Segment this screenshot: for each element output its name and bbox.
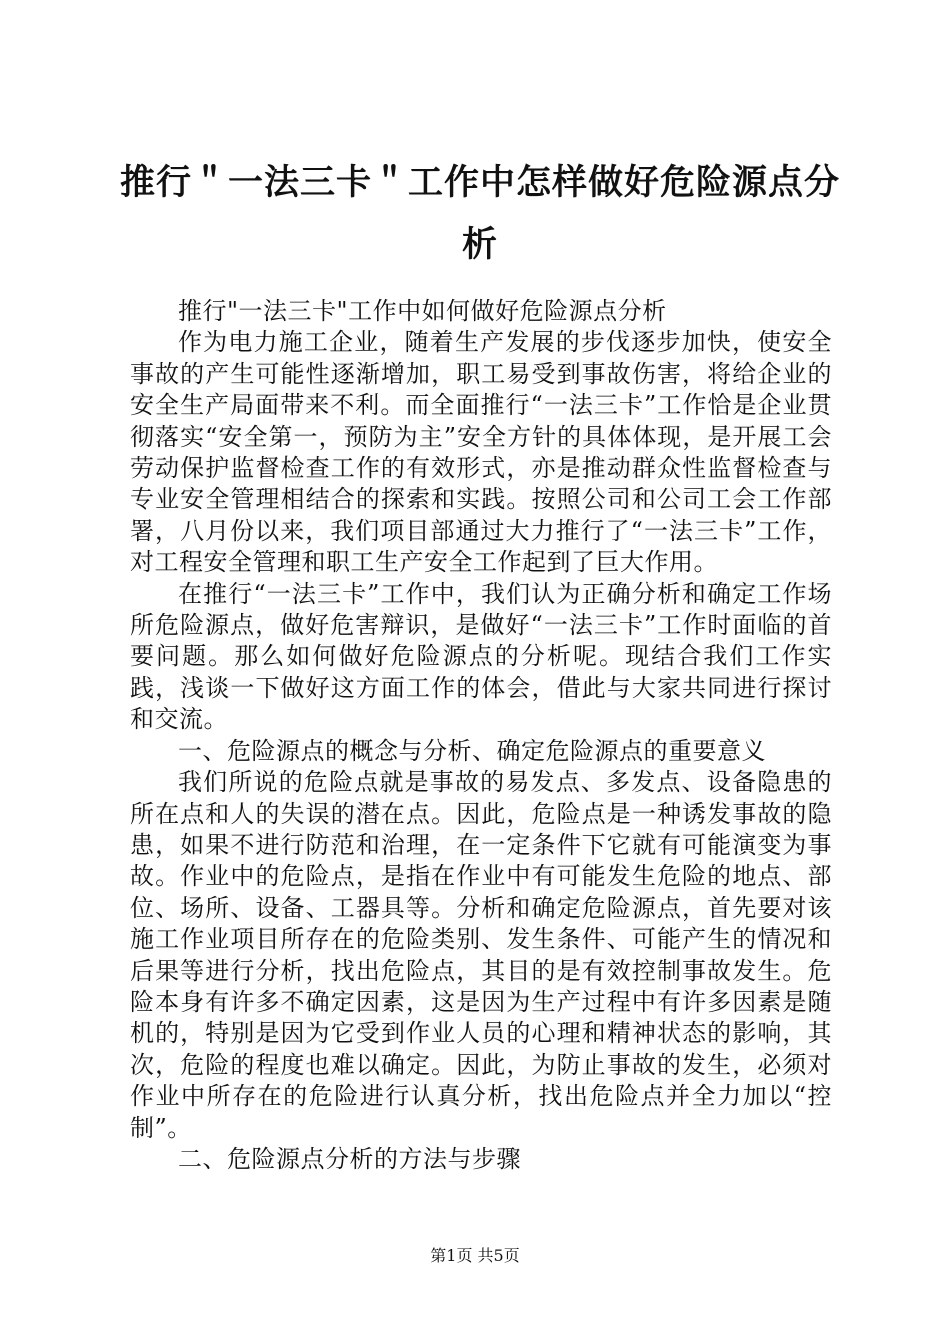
document-title: 推行＂一法三卡＂工作中怎样做好危险源点分析 bbox=[120, 163, 841, 265]
body-paragraph: 在推行“一法三卡”工作中，我们认为正确分析和确定工作场所危险源点，做好危害辩识，是做好“一法三卡”工作时面临的首要问题。那么如何做好危险源点的分析呢。现结合我们工作实践，浅谈一下做好这方面工作的体会，借此与大家共同进行探讨和交流。 bbox=[130, 579, 832, 734]
section-heading: 一、危险源点的概念与分析、确定危险源点的重要意义 bbox=[178, 736, 766, 765]
subtitle-paragraph: 推行"一法三卡"工作中如何做好危险源点分析 bbox=[178, 297, 667, 325]
body-paragraph: 我们所说的危险点就是事故的易发点、多发点、设备隐患的所在点和人的失误的潜在点。因此，危险点是一种诱发事故的隐患，如果不进行防范和治理，在一定条件下它就有可能演变为事故。作业中的危险点，是指在作业中有可能发生危险的地点、部位、场所、设备、工器具等。分析和确定危险源点，首先要对该施工作业项目所存在的危险类别、发生条件、可能产生的情况和后果等进行分析，找出危险点，其目的是有效控制事故发生。危险本身有许多不确定因素，这是因为生产过程中有许多因素是随机的，特别是因为它受到作业人员的心理和精神状态的影响，其次，危险的程度也难以确定。因此，为防止事故的发生，必须对作业中所存在的危险进行认真分析，找出危险点并全力加以“控制”。 bbox=[130, 768, 832, 1142]
page-footer: 第1页 共5页 bbox=[430, 1246, 520, 1265]
body-paragraph: 作为电力施工企业，随着生产发展的步伐逐步加快，使安全事故的产生可能性逐渐增加，职工易受到事故伤害，将给企业的安全生产局面带来不利。而全面推行“一法三卡”工作恰是企业贯彻落实“安全第一，预防为主”安全方针的具体体现，是开展工会劳动保护监督检查工作的有效形式，亦是推动群众性监督检查与专业安全管理相结合的探索和实践。按照公司和公司工会工作部署，八月份以来，我们项目部通过大力推行了“一法三卡”工作，对工程安全管理和职工生产安全工作起到了巨大作用。 bbox=[130, 328, 832, 577]
document-body bbox=[130, 296, 832, 1175]
section-heading: 二、危险源点分析的方法与步骤 bbox=[178, 1144, 521, 1173]
